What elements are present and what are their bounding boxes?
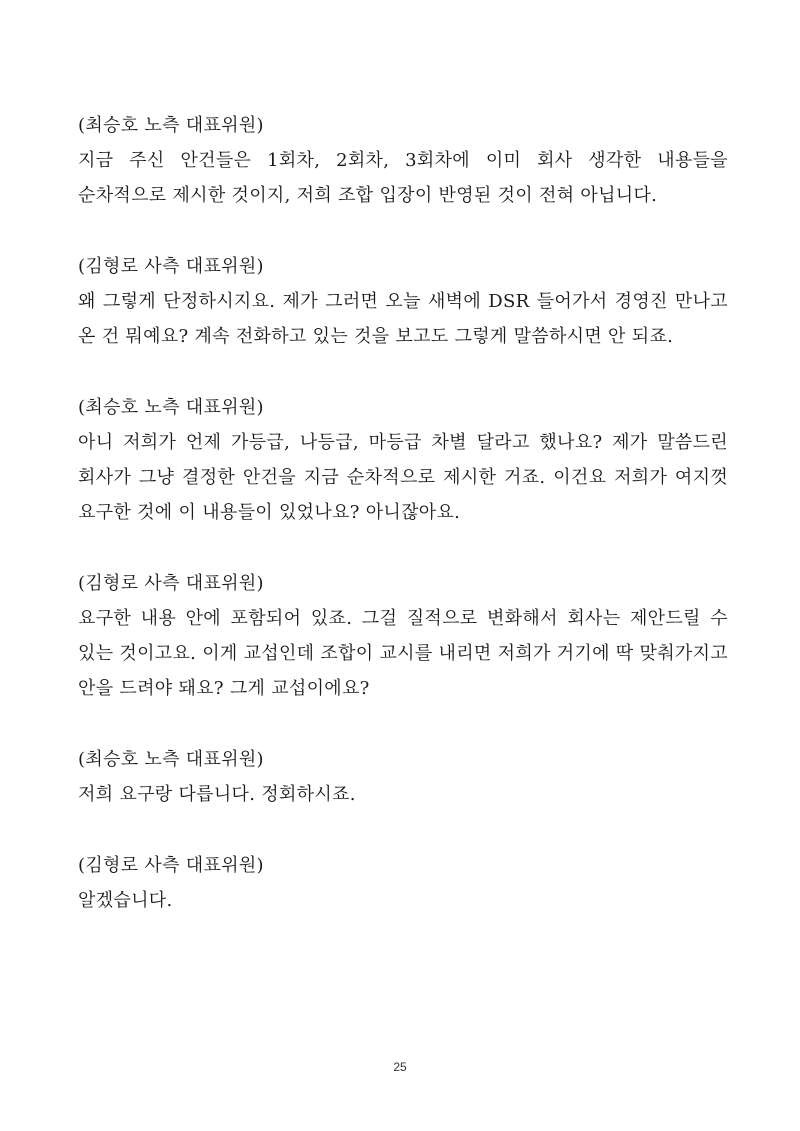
speech-text: 요구한 내용 안에 포함되어 있죠. 그걸 질적으로 변화해서 회사는 제안드릴 수 있는 것이고요. 이게 교섭인데 조합이 교시를 내리면 저희가 거기에 딱 맞춰가지고 안을 드려야 돼요? 그게 교섭이에요? [78, 608, 728, 699]
speaker-label: (최승호 노측 대표위원) [78, 749, 264, 770]
dialogue-block [78, 848, 728, 918]
speech-text: 알겠습니다. [78, 890, 173, 911]
speaker-label: (최승호 노측 대표위원) [78, 397, 264, 418]
speech-text: 왜 그렇게 단정하시지요. 제가 그러면 오늘 새벽에 DSR 들어가서 경영진 만나고 온 건 뭐예요? 계속 전화하고 있는 것을 보고도 그렇게 말씀하시면 안 되죠. [78, 291, 728, 347]
speaker-label: (김형로 사측 대표위원) [78, 256, 264, 277]
speech-text: 아니 저희가 언제 가등급, 나등급, 마등급 차별 달라고 했나요? 제가 말씀드린 회사가 그냥 결정한 안건을 지금 순차적으로 제시한 거죠. 이건요 저희가 여지껏 요구한 것에 이 내용들이 있었나요? 아니잖아요. [78, 432, 728, 523]
dialogue-block [78, 249, 728, 354]
page-number: 25 [393, 1060, 407, 1074]
speaker-label: (김형로 사측 대표위원) [78, 855, 264, 876]
dialogue-block [78, 390, 728, 530]
dialogue-block [78, 566, 728, 706]
speaker-label: (김형로 사측 대표위원) [78, 573, 264, 594]
speaker-label: (최승호 노측 대표위원) [78, 115, 264, 136]
dialogue-block [78, 108, 728, 213]
dialogue-block [78, 742, 728, 812]
speech-text: 저희 요구랑 다릅니다. 정회하시죠. [78, 784, 356, 805]
speech-text: 지금 주신 안건들은 1회차, 2회차, 3회차에 이미 회사 생각한 내용들을 순차적으로 제시한 것이지, 저희 조합 입장이 반영된 것이 전혀 아닙니다. [78, 150, 728, 206]
document-page [78, 108, 728, 954]
